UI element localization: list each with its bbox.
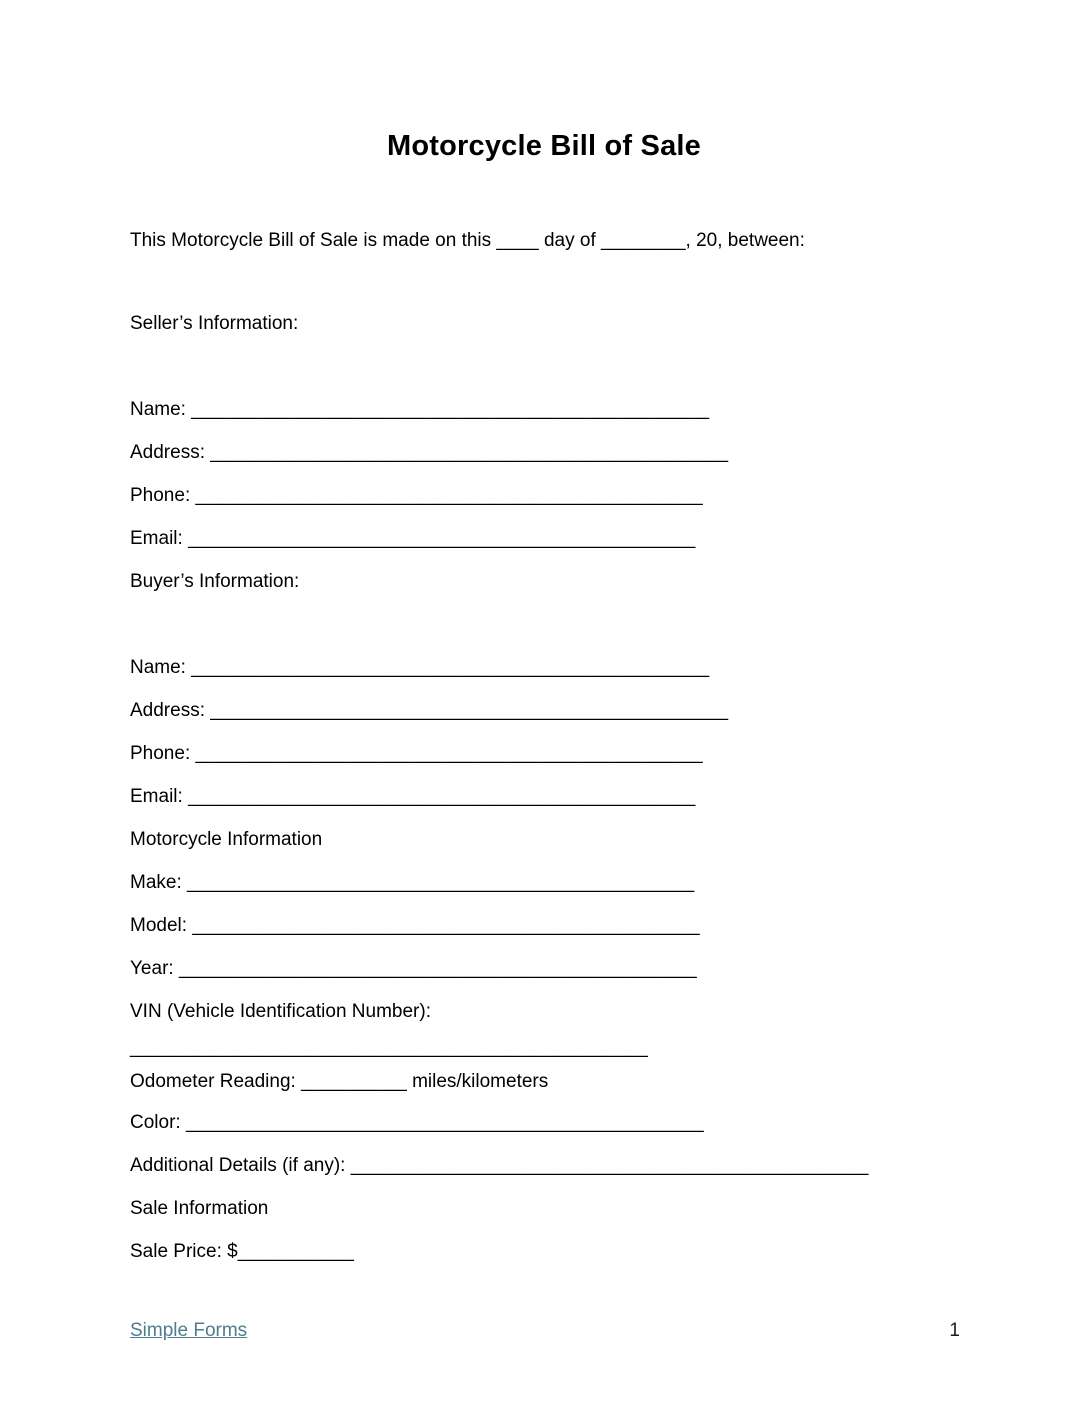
buyer-phone-label: Phone:	[130, 743, 191, 764]
motorcycle-make-blank: ________________________________________________	[187, 872, 695, 893]
additional-details-field	[130, 1144, 958, 1187]
sale-price-label: Sale Price: $	[130, 1241, 238, 1262]
buyer-phone-blank: ________________________________________________	[195, 743, 703, 764]
motorcycle-section-heading: Motorcycle Information	[130, 829, 323, 850]
buyer-name-field	[130, 646, 958, 689]
buyer-address-field	[130, 689, 958, 732]
buyer-name-blank: _________________________________________________	[191, 657, 710, 678]
color-field	[130, 1101, 958, 1144]
color-label: Color:	[130, 1112, 181, 1133]
motorcycle-year-field	[130, 947, 958, 990]
seller-name-blank: _________________________________________________	[191, 399, 710, 420]
intro-paragraph: This Motorcycle Bill of Sale is made on this ____ day of ________, 20, between:	[130, 230, 805, 251]
additional-details-blank: _________________________________________________	[350, 1155, 869, 1176]
sale-price-field	[130, 1230, 958, 1273]
motorcycle-model-label: Model:	[130, 915, 188, 936]
simple-forms-link[interactable]: Simple Forms	[130, 1320, 248, 1341]
seller-name-field	[130, 388, 958, 431]
seller-phone-label: Phone:	[130, 485, 191, 506]
seller-name-label: Name:	[130, 399, 186, 420]
odometer-label: Odometer Reading:	[130, 1071, 296, 1092]
buyer-phone-field	[130, 732, 958, 775]
page-number: 1	[949, 1320, 960, 1341]
page-footer	[130, 1319, 960, 1343]
motorcycle-make-label: Make:	[130, 872, 182, 893]
buyer-email-label: Email:	[130, 786, 183, 807]
buyer-address-blank: _________________________________________________	[210, 700, 729, 721]
buyer-name-label: Name:	[130, 657, 186, 678]
motorcycle-make-field	[130, 861, 958, 904]
motorcycle-year-blank: _________________________________________________	[178, 958, 697, 979]
document-title: Motorcycle Bill of Sale	[386, 130, 701, 162]
seller-address-label: Address:	[130, 442, 205, 463]
additional-details-label: Additional Details (if any):	[130, 1155, 346, 1176]
odometer-units-label: miles/kilometers	[412, 1071, 549, 1092]
seller-phone-field	[130, 474, 958, 517]
sale-section-heading: Sale Information	[130, 1198, 269, 1219]
color-blank: _________________________________________________	[185, 1112, 704, 1133]
seller-address-field	[130, 431, 958, 474]
seller-email-blank: ________________________________________________	[188, 528, 696, 549]
buyer-section-heading: Buyer’s Information:	[130, 571, 300, 592]
vin-label: VIN (Vehicle Identification Number):	[130, 1001, 431, 1022]
motorcycle-model-field	[130, 904, 958, 947]
odometer-blank: __________	[301, 1071, 407, 1092]
buyer-email-blank: ________________________________________________	[188, 786, 696, 807]
buyer-email-field	[130, 775, 958, 818]
seller-phone-blank: ________________________________________________	[195, 485, 703, 506]
odometer-field	[130, 1063, 958, 1101]
seller-address-blank: _________________________________________________	[210, 442, 729, 463]
seller-email-label: Email:	[130, 528, 183, 549]
seller-email-field	[130, 517, 958, 560]
buyer-address-label: Address:	[130, 700, 205, 721]
motorcycle-model-blank: ________________________________________________	[192, 915, 700, 936]
vin-blank: _________________________________________________	[130, 1037, 648, 1058]
seller-section-heading: Seller’s Information:	[130, 313, 299, 334]
sale-price-blank: ___________	[237, 1241, 354, 1262]
motorcycle-year-label: Year:	[130, 958, 174, 979]
